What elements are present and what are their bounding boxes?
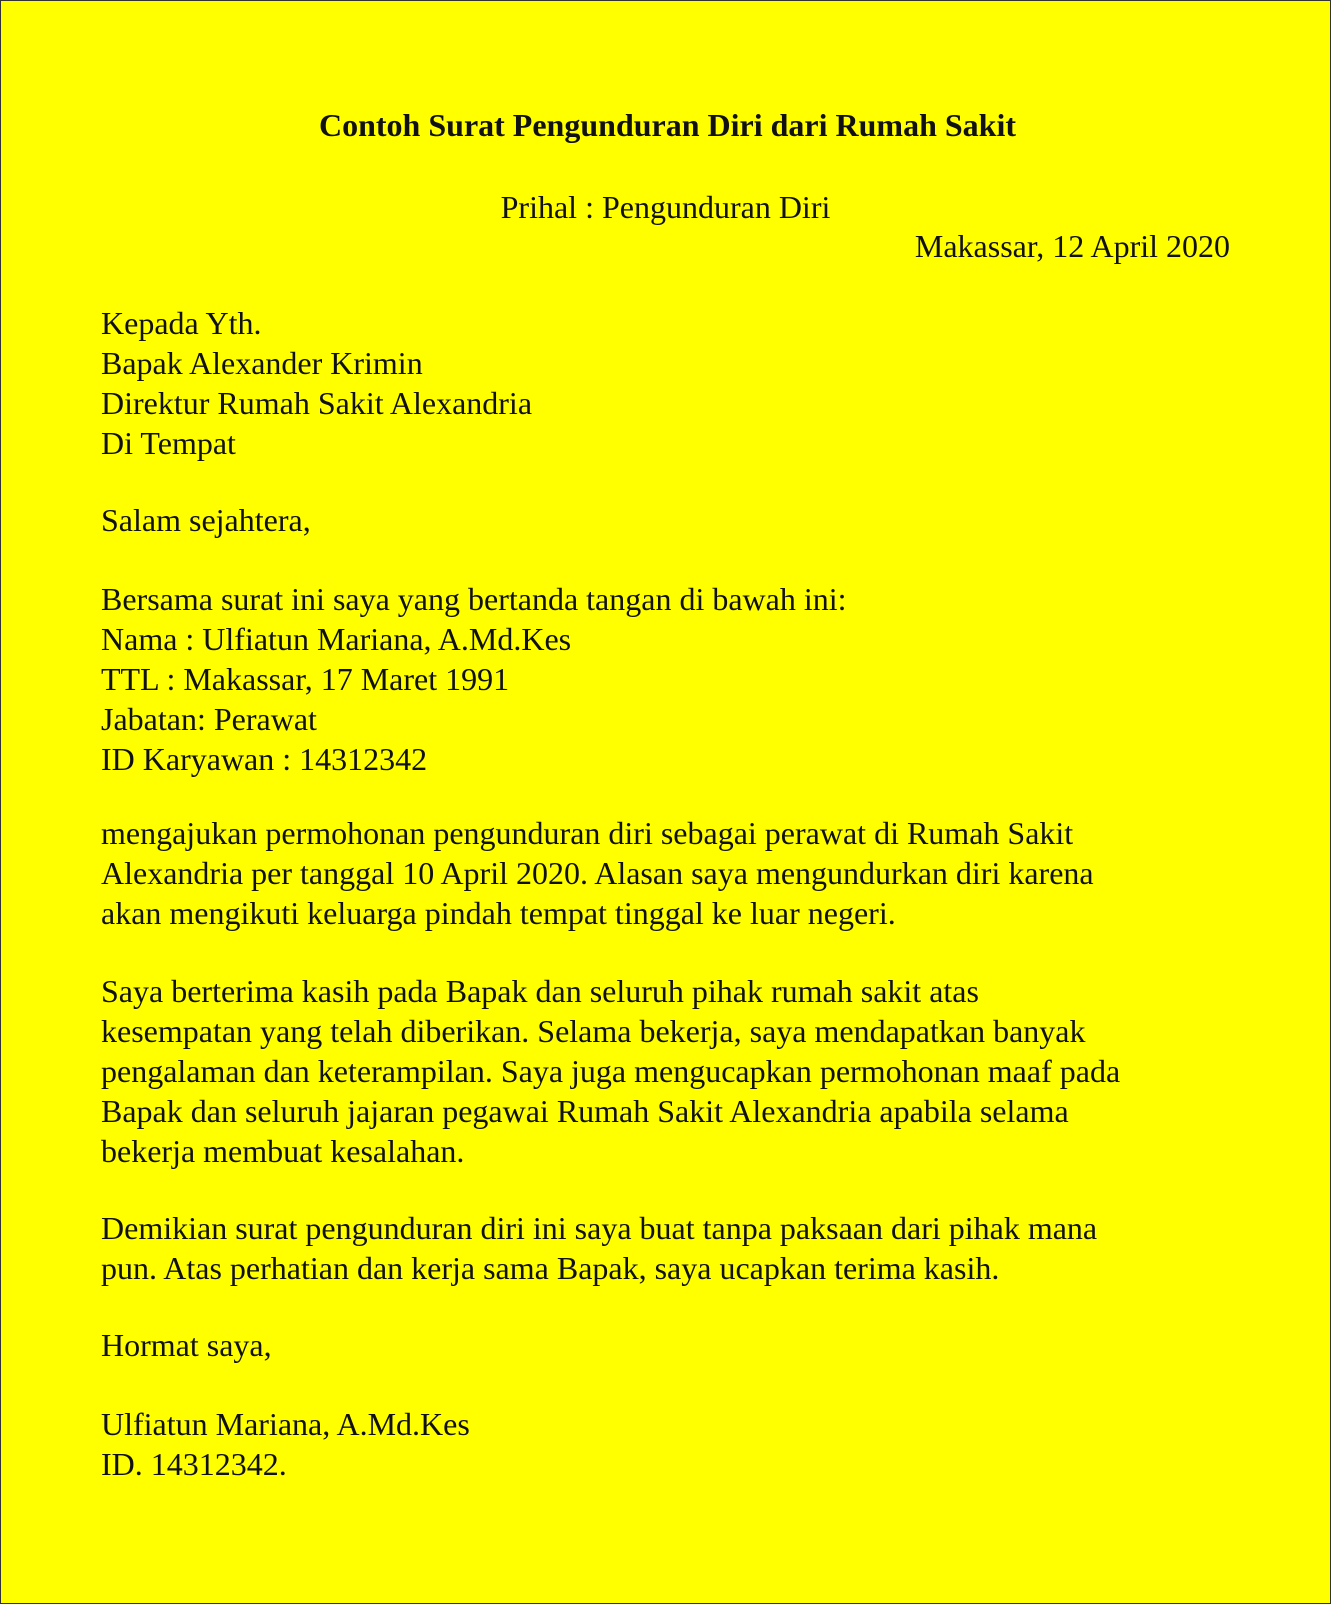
recipient-name: Bapak Alexander Krimin	[101, 345, 423, 381]
closing-salutation: Hormat saya,	[101, 1327, 272, 1363]
recipient-location: Di Tempat	[101, 425, 236, 461]
identity-birth: TTL : Makassar, 17 Maret 1991	[101, 661, 510, 697]
signature-name: Ulfiatun Mariana, A.Md.Kes	[101, 1406, 470, 1442]
paragraph-text: mengajukan permohonan pengunduran diri sebagai perawat di Rumah Sakit Alexandria per tanggal 10 April 2020. Alasan saya mengundurkan diri karena akan mengikuti keluarga pindah tempat tinggal ke luar negeri.	[101, 815, 1094, 931]
paragraph-text: Saya berterima kasih pada Bapak dan seluruh pihak rumah sakit atas kesempatan yang telah diberikan. Selama bekerja, saya mendapatkan banyak pengalaman dan keterampilan. Saya juga mengucapkan permohonan maaf pada Bapak dan seluruh jajaran pegawai Rumah Sakit Alexandria apabila selama bekerja membuat kesalahan.	[101, 973, 1121, 1169]
place-date: Makassar, 12 April 2020	[914, 228, 1230, 264]
paragraph-closing	[101, 1208, 1251, 1288]
identity-name: Nama : Ulfiatun Mariana, A.Md.Kes	[101, 621, 572, 657]
identity-employee-id: ID Karyawan : 14312342	[101, 741, 428, 777]
identity-position: Jabatan: Perawat	[101, 701, 317, 737]
paragraph-text: Demikian surat pengunduran diri ini saya buat tanpa paksaan dari pihak mana pun. Atas perhatian dan kerja sama Bapak, saya ucapkan terima kasih.	[101, 1210, 1098, 1286]
paragraph-resignation	[101, 813, 1251, 933]
signature-id: ID. 14312342.	[101, 1446, 287, 1482]
recipient-title: Direktur Rumah Sakit Alexandria	[101, 385, 533, 421]
greeting: Salam sejahtera,	[101, 502, 311, 538]
recipient-line: Kepada Yth.	[101, 305, 262, 341]
identity-block	[101, 579, 1251, 779]
paragraph-thanks	[101, 971, 1251, 1171]
recipient-block	[101, 303, 1251, 463]
letter-title: Contoh Surat Pengunduran Diri dari Rumah Sakit	[318, 107, 1017, 143]
identity-intro: Bersama surat ini saya yang bertanda tangan di bawah ini:	[101, 581, 847, 617]
signature-block	[101, 1404, 1251, 1484]
letter-subject: Prihal : Pengunduran Diri	[500, 189, 831, 225]
